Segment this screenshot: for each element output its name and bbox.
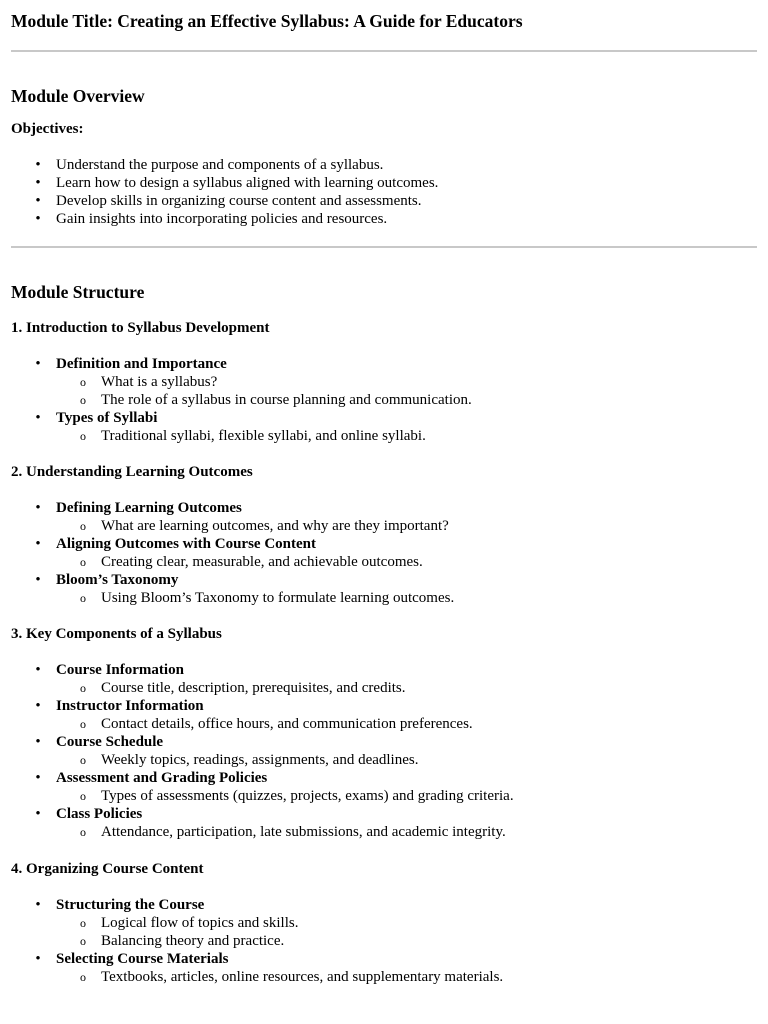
list-item: • Selecting Course Materials o Textbooks, articles, online resources, and supplementary materials. bbox=[11, 950, 757, 986]
sub-list bbox=[56, 517, 757, 535]
circle-bullet-icon: o bbox=[80, 519, 86, 533]
sub-list-item: o Creating clear, measurable, and achievable outcomes. bbox=[80, 554, 423, 570]
bullet-icon: • bbox=[35, 698, 41, 714]
bullet-icon: • bbox=[35, 500, 41, 516]
section-heading: 1. Introduction to Syllabus Development bbox=[11, 320, 270, 336]
objectives-list bbox=[11, 156, 757, 228]
section-heading: 4. Organizing Course Content bbox=[11, 861, 204, 877]
sub-list bbox=[56, 914, 757, 950]
circle-bullet-icon: o bbox=[80, 753, 86, 767]
structure-heading: Module Structure bbox=[11, 282, 145, 302]
section-heading: 3. Key Components of a Syllabus bbox=[11, 626, 222, 642]
sub-list-item: o Course title, description, prerequisites, and credits. bbox=[80, 680, 406, 696]
circle-bullet-icon: o bbox=[80, 375, 86, 389]
list-item: • Structuring the Course o Logical flow of topics and skills. o Balancing theory and practice. bbox=[11, 896, 757, 950]
sub-list-item: o Using Bloom’s Taxonomy to formulate learning outcomes. bbox=[80, 590, 455, 606]
list-item: • Instructor Information o Contact details, office hours, and communication preferences. bbox=[11, 697, 757, 733]
bullet-icon: • bbox=[35, 211, 41, 227]
bullet-icon: • bbox=[35, 193, 41, 209]
sub-list-item: o Balancing theory and practice. bbox=[80, 933, 285, 949]
circle-bullet-icon: o bbox=[80, 591, 86, 605]
list-item: • Course Information o Course title, description, prerequisites, and credits. bbox=[11, 661, 757, 697]
list-item: • Understand the purpose and components of a syllabus. bbox=[11, 156, 757, 174]
circle-bullet-icon: o bbox=[80, 555, 86, 569]
section-heading: 2. Understanding Learning Outcomes bbox=[11, 464, 253, 480]
circle-bullet-icon: o bbox=[80, 970, 86, 984]
circle-bullet-icon: o bbox=[80, 393, 86, 407]
sub-list-item: o Weekly topics, readings, assignments, and deadlines. bbox=[80, 752, 419, 768]
sub-list bbox=[56, 787, 757, 805]
bullet-icon: • bbox=[35, 770, 41, 786]
list-item: • Bloom’s Taxonomy o Using Bloom’s Taxonomy to formulate learning outcomes. bbox=[11, 571, 757, 607]
sub-list-item: o Traditional syllabi, flexible syllabi, and online syllabi. bbox=[80, 428, 426, 444]
sub-list bbox=[56, 679, 757, 697]
sub-list bbox=[56, 823, 757, 841]
sub-list-item: o Types of assessments (quizzes, projects, exams) and grading criteria. bbox=[80, 788, 514, 804]
bullet-icon: • bbox=[35, 410, 41, 426]
sub-list-item: o Contact details, office hours, and communication preferences. bbox=[80, 716, 473, 732]
topic-list bbox=[11, 661, 757, 841]
circle-bullet-icon: o bbox=[80, 429, 86, 443]
circle-bullet-icon: o bbox=[80, 789, 86, 803]
bullet-icon: • bbox=[35, 806, 41, 822]
objectives-label: Objectives: bbox=[11, 121, 84, 137]
bullet-icon: • bbox=[35, 157, 41, 173]
overview-heading: Module Overview bbox=[11, 86, 145, 106]
list-item: • Defining Learning Outcomes o What are learning outcomes, and why are they important? bbox=[11, 499, 757, 535]
sub-list-item: o Textbooks, articles, online resources, and supplementary materials. bbox=[80, 969, 504, 985]
list-item: • Assessment and Grading Policies o Types of assessments (quizzes, projects, exams) and grading criteria. bbox=[11, 769, 757, 805]
bullet-icon: • bbox=[35, 536, 41, 552]
bullet-icon: • bbox=[35, 897, 41, 913]
sub-list-item: o Attendance, participation, late submissions, and academic integrity. bbox=[80, 824, 506, 840]
sub-list-item: o What is a syllabus? bbox=[80, 374, 218, 390]
topic-list bbox=[11, 355, 757, 445]
circle-bullet-icon: o bbox=[80, 825, 86, 839]
bullet-icon: • bbox=[35, 356, 41, 372]
sub-list-item: o What are learning outcomes, and why are they important? bbox=[80, 518, 449, 534]
list-item: • Class Policies o Attendance, participation, late submissions, and academic integrity. bbox=[11, 805, 757, 841]
sub-list bbox=[56, 751, 757, 769]
divider bbox=[11, 50, 757, 52]
bullet-icon: • bbox=[35, 175, 41, 191]
list-item: • Learn how to design a syllabus aligned with learning outcomes. bbox=[11, 174, 757, 192]
divider bbox=[11, 246, 757, 248]
list-item: • Aligning Outcomes with Course Content o Creating clear, measurable, and achievable outcomes. bbox=[11, 535, 757, 571]
sub-list-item: o The role of a syllabus in course planning and communication. bbox=[80, 392, 472, 408]
circle-bullet-icon: o bbox=[80, 681, 86, 695]
list-item: • Types of Syllabi o Traditional syllabi, flexible syllabi, and online syllabi. bbox=[11, 409, 757, 445]
list-item: • Definition and Importance o What is a syllabus? o The role of a syllabus in course planning and communication. bbox=[11, 355, 757, 409]
circle-bullet-icon: o bbox=[80, 934, 86, 948]
bullet-icon: • bbox=[35, 662, 41, 678]
list-item: • Gain insights into incorporating policies and resources. bbox=[11, 210, 757, 228]
circle-bullet-icon: o bbox=[80, 916, 86, 930]
sub-list bbox=[56, 589, 757, 607]
bullet-icon: • bbox=[35, 572, 41, 588]
list-item: • Develop skills in organizing course content and assessments. bbox=[11, 192, 757, 210]
bullet-icon: • bbox=[35, 734, 41, 750]
sub-list bbox=[56, 715, 757, 733]
sub-list-item: o Logical flow of topics and skills. bbox=[80, 915, 299, 931]
sub-list bbox=[56, 968, 757, 986]
circle-bullet-icon: o bbox=[80, 717, 86, 731]
sub-list bbox=[56, 553, 757, 571]
sub-list bbox=[56, 373, 757, 409]
list-item: • Course Schedule o Weekly topics, readings, assignments, and deadlines. bbox=[11, 733, 757, 769]
bullet-icon: • bbox=[35, 951, 41, 967]
sub-list bbox=[56, 427, 757, 445]
module-title: Module Title: Creating an Effective Syllabus: A Guide for Educators bbox=[11, 11, 523, 31]
topic-list bbox=[11, 499, 757, 607]
topic-list bbox=[11, 896, 757, 986]
